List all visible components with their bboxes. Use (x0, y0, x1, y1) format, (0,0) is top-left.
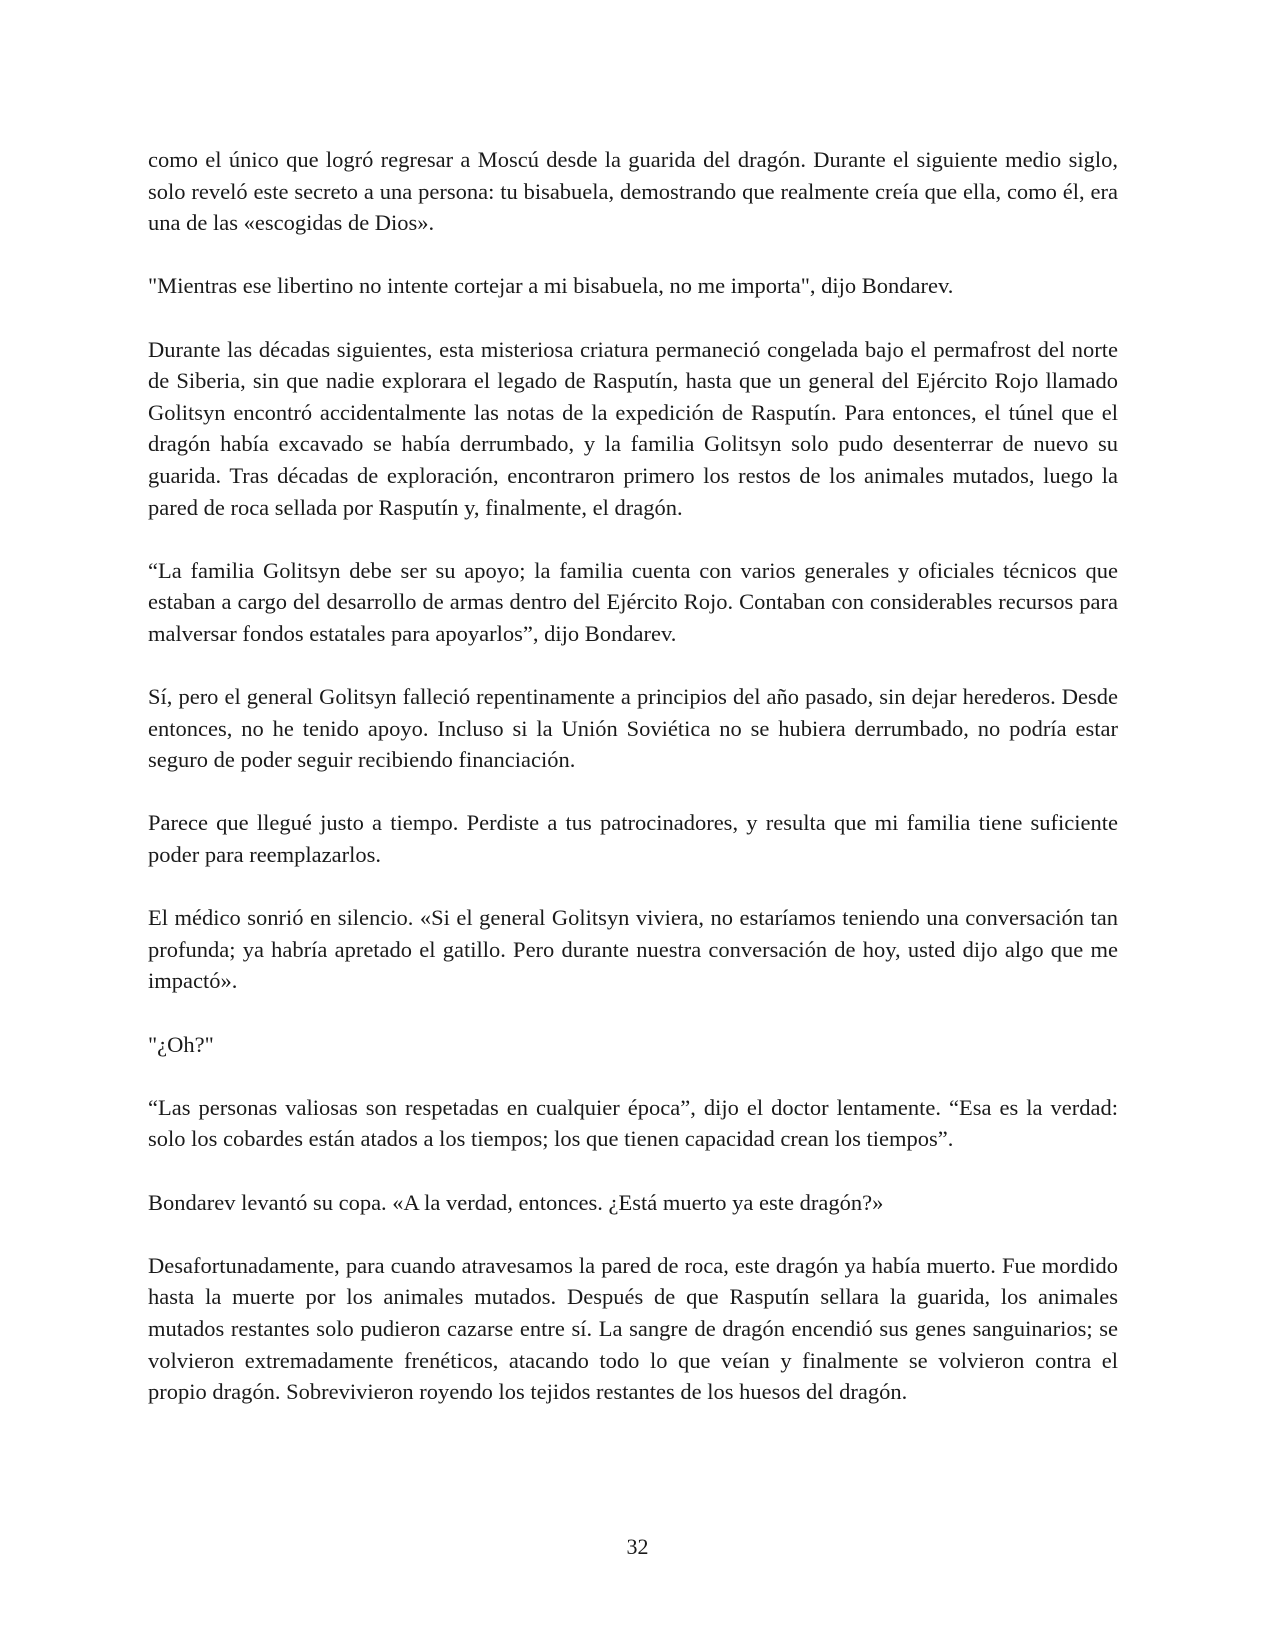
paragraph-6: Parece que llegué justo a tiempo. Perdiste a tus patrocinadores, y resulta que mi familia tiene suficiente poder para reemplazarlos. (148, 810, 1118, 868)
page-number: 32 (626, 1534, 649, 1559)
paragraph-10: Bondarev levantó su copa. «A la verdad, entonces. ¿Está muerto ya este dragón?» (148, 1189, 884, 1215)
paragraph-5: Sí, pero el general Golitsyn falleció repentinamente a principios del año pasado, sin dejar herederos. Desde entonces, no he tenido apoyo. Incluso si la Unión Soviética no se hubiera derrumbado, no podría estar seguro de poder seguir recibiendo financiación. (148, 684, 1118, 773)
paragraph-3: Durante las décadas siguientes, esta misteriosa criatura permaneció congelada bajo el permafrost del norte de Siberia, sin que nadie explorara el legado de Rasputín, hasta que un general del Ejército Rojo llamado Golitsyn encontró accidentalmente las notas de la expedición de Rasputín. Para entonces, el túnel que el dragón había excavado se había derrumbado, y la familia Golitsyn solo pudo desenterrar de nuevo su guarida. Tras décadas de exploración, encontraron primero los restos de los animales mutados, luego la pared de roca sellada por Rasputín y, finalmente, el dragón. (148, 336, 1118, 520)
paragraph-1: como el único que logró regresar a Moscú desde la guarida del dragón. Durante el siguiente medio siglo, solo reveló este secreto a una persona: tu bisabuela, demostrando que realmente creía que ella, como él, era una de las «escogidas de Dios». (148, 147, 1118, 236)
body-text (148, 144, 1118, 1408)
paragraph-2: "Mientras ese libertino no intente cortejar a mi bisabuela, no me importa", dijo Bondarev. (148, 273, 954, 299)
paragraph-8: "¿Oh?" (148, 1031, 214, 1057)
paragraph-4: “La familia Golitsyn debe ser su apoyo; la familia cuenta con varios generales y oficiales técnicos que estaban a cargo del desarrollo de armas dentro del Ejército Rojo. Contaban con considerables recursos para malversar fondos estatales para apoyarlos”, dijo Bondarev. (148, 557, 1118, 646)
paragraph-11: Desafortunadamente, para cuando atravesamos la pared de roca, este dragón ya había muerto. Fue mordido hasta la muerte por los animales mutados. Después de que Rasputín sellara la guarida, los animales mutados restantes solo pudieron cazarse entre sí. La sangre de dragón encendió sus genes sanguinarios; se volvieron extremadamente frenéticos, atacando todo lo que veían y finalmente se volvieron contra el propio dragón. Sobrevivieron royendo los tejidos restantes de los huesos del dragón. (148, 1252, 1118, 1405)
paragraph-9: “Las personas valiosas son respetadas en cualquier época”, dijo el doctor lentamente. “Esa es la verdad: solo los cobardes están atados a los tiempos; los que tienen capacidad crean los tiempos”. (148, 1094, 1118, 1152)
paragraph-7: El médico sonrió en silencio. «Si el general Golitsyn viviera, no estaríamos teniendo una conversación tan profunda; ya habría apretado el gatillo. Pero durante nuestra conversación de hoy, usted dijo algo que me impactó». (148, 905, 1118, 994)
